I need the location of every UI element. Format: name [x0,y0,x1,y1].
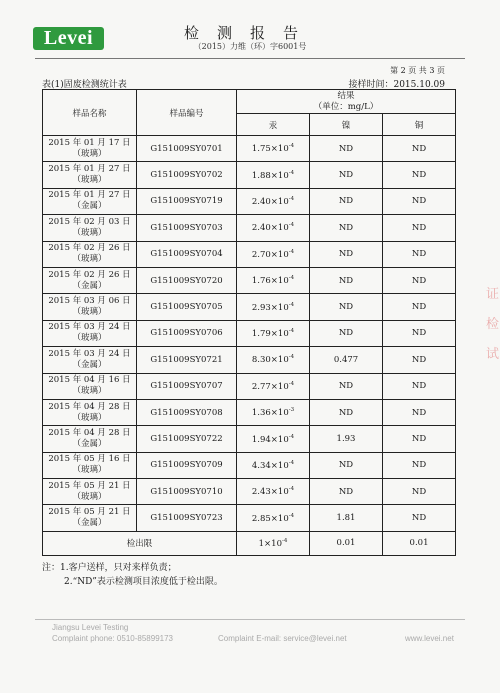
header-result [237,90,456,114]
sample-name-cell [43,373,137,399]
sample-date: 2015 年 01 月 17 日 [48,137,131,148]
document-number: （2015）力维（环）字6001号 [193,42,307,51]
mercury-cell: $2.40\times 10^{-4}$ [237,215,310,241]
sample-name-cell [43,399,137,425]
sample-name-cell [43,188,137,214]
sample-id-cell: G151009SY0701 [137,136,237,162]
sample-id-cell: G151009SY0708 [137,399,237,425]
sample-name-cell [43,267,137,293]
copper-cell: ND [383,399,456,425]
sample-id-cell: G151009SY0703 [137,215,237,241]
copper-cell: ND [383,452,456,478]
nickel-cell: 1.93 [310,426,383,452]
sample-date: 2015 年 04 月 16 日 [48,375,131,386]
mercury-cell: $1.76\times 10^{-4}$ [237,267,310,293]
table-row [43,347,456,373]
table-row [43,294,456,320]
table-row [43,505,456,531]
mercury-cell: $1.79\times 10^{-4}$ [237,320,310,346]
nickel-cell: ND [310,479,383,505]
nickel-cell: ND [310,162,383,188]
table-row [43,162,456,188]
sample-date: 2015 年 03 月 24 日 [48,322,131,333]
note-1: 注：1.客户送样，只对来样负责； [42,563,177,573]
sample-id-cell: G151009SY0721 [137,347,237,373]
nickel-cell: ND [310,294,383,320]
table-row [43,373,456,399]
footer-phone: Complaint phone: 0510-85899173 [52,634,173,643]
sample-date: 2015 年 02 月 26 日 [48,243,131,254]
nickel-cell: ND [310,399,383,425]
nickel-cell: ND [310,320,383,346]
sample-id-cell: G151009SY0707 [137,373,237,399]
mercury-cell: $2.43\times 10^{-4}$ [237,479,310,505]
sample-name-cell [43,452,137,478]
seal-stamp: 证 检 试 [486,287,500,362]
nickel-cell: ND [310,188,383,214]
table-row [43,426,456,452]
sample-name-cell [43,162,137,188]
mercury-cell: $2.40\times 10^{-4}$ [237,188,310,214]
table-row [43,452,456,478]
sample-type: （金属） [72,201,107,212]
sample-type: （玻璃） [72,148,107,159]
sample-date: 2015 年 01 月 27 日 [48,190,131,201]
sample-date: 2015 年 03 月 06 日 [48,296,131,307]
table-row [43,267,456,293]
page-title: 检测报告 [183,24,316,42]
footer-company: Jiangsu Levei Testing [52,623,129,632]
detection-limit-copper: 0.01 [383,531,456,555]
sample-date: 2015 年 02 月 03 日 [48,216,131,227]
mercury-cell: $2.93\times 10^{-4}$ [237,294,310,320]
sample-name-cell [43,347,137,373]
sample-id-cell: G151009SY0709 [137,452,237,478]
sample-name-cell [43,136,137,162]
sample-date: 2015 年 04 月 28 日 [48,427,131,438]
sample-id-cell: G151009SY0720 [137,267,237,293]
copper-cell: ND [383,479,456,505]
mercury-cell: $1.94\times 10^{-4}$ [237,426,310,452]
footer-website: www.levei.net [405,634,454,643]
sample-type: （玻璃） [72,333,107,344]
results-table [42,89,456,556]
page-info: 第 2 页 共 3 页 [390,66,445,75]
nickel-cell: 0.477 [310,347,383,373]
nickel-cell: ND [310,136,383,162]
levei-logo: Levei [33,27,104,50]
table-row [43,479,456,505]
sample-date: 2015 年 03 月 24 日 [48,348,131,359]
sample-name-cell [43,320,137,346]
copper-cell: ND [383,347,456,373]
copper-cell: ND [383,215,456,241]
nickel-cell: 1.81 [310,505,383,531]
mercury-cell: $1.36\times 10^{-3}$ [237,399,310,425]
sample-type: （玻璃） [72,386,107,397]
sample-id-cell: G151009SY0704 [137,241,237,267]
sample-id-cell: G151009SY0706 [137,320,237,346]
note-2: 2.“ND”表示检测项目浓度低于检出限。 [64,577,223,587]
sample-id-cell: G151009SY0710 [137,479,237,505]
footer-email: Complaint E-mail: service@levei.net [218,634,347,643]
copper-cell: ND [383,426,456,452]
sample-date: 2015 年 01 月 27 日 [48,164,131,175]
sample-type: （玻璃） [72,491,107,502]
mercury-cell: $2.85\times 10^{-4}$ [237,505,310,531]
header-nickel: 镍 [310,114,383,136]
sample-name-cell [43,426,137,452]
footer-divider [35,619,465,620]
copper-cell: ND [383,267,456,293]
sample-type: （玻璃） [72,254,107,265]
receive-time: 接样时间：2015.10.09 [348,80,445,90]
detection-limit-mercury: $1\times 10^{-4}$ [237,531,310,555]
nickel-cell: ND [310,267,383,293]
sample-date: 2015 年 05 月 21 日 [48,507,131,518]
sample-type: （金属） [72,438,107,449]
sample-id-cell: G151009SY0723 [137,505,237,531]
sample-type: （玻璃） [72,227,107,238]
sample-name-cell [43,294,137,320]
detection-limit-label: 检出限 [43,531,237,555]
copper-cell: ND [383,241,456,267]
sample-id-cell: G151009SY0722 [137,426,237,452]
table-row [43,188,456,214]
nickel-cell: ND [310,241,383,267]
header-divider [35,58,465,59]
notes [42,561,223,589]
table-row [43,320,456,346]
sample-name-cell [43,215,137,241]
sample-date: 2015 年 05 月 16 日 [48,454,131,465]
sample-name-cell [43,479,137,505]
sample-date: 2015 年 02 月 26 日 [48,269,131,280]
sample-id-cell: G151009SY0705 [137,294,237,320]
mercury-cell: $2.77\times 10^{-4}$ [237,373,310,399]
sample-date: 2015 年 05 月 21 日 [48,480,131,491]
copper-cell: ND [383,136,456,162]
copper-cell: ND [383,294,456,320]
sample-type: （玻璃） [72,465,107,476]
sample-type: （金属） [72,518,107,529]
copper-cell: ND [383,373,456,399]
header-sample-id: 样品编号 [137,90,237,136]
sample-id-cell: G151009SY0702 [137,162,237,188]
table-caption: 表(1)固废检测统计表 [42,80,127,90]
mercury-cell: $1.88\times 10^{-4}$ [237,162,310,188]
sample-type: （玻璃） [72,307,107,318]
copper-cell: ND [383,320,456,346]
header-unit: （单位：mg/L） [313,101,379,112]
header-copper: 铜 [383,114,456,136]
sample-name-cell [43,241,137,267]
nickel-cell: ND [310,452,383,478]
table-row [43,136,456,162]
sample-id-cell: G151009SY0719 [137,188,237,214]
nickel-cell: ND [310,373,383,399]
copper-cell: ND [383,162,456,188]
sample-type: （金属） [72,280,107,291]
header-mercury: 汞 [237,114,310,136]
mercury-cell: $4.34\times 10^{-4}$ [237,452,310,478]
mercury-cell: $1.75\times 10^{-4}$ [237,136,310,162]
detection-limit-nickel: 0.01 [310,531,383,555]
table-row [43,215,456,241]
sample-type: （金属） [72,359,107,370]
sample-type: （玻璃） [72,412,107,423]
mercury-cell: $8.30\times 10^{-4}$ [237,347,310,373]
table-row [43,399,456,425]
sample-name-cell [43,505,137,531]
copper-cell: ND [383,188,456,214]
mercury-cell: $2.70\times 10^{-4}$ [237,241,310,267]
header-result-label: 结果 [337,90,355,101]
sample-date: 2015 年 04 月 28 日 [48,401,131,412]
header-sample-name: 样品名称 [43,90,137,136]
copper-cell: ND [383,505,456,531]
nickel-cell: ND [310,215,383,241]
sample-type: （玻璃） [72,175,107,186]
table-row [43,241,456,267]
